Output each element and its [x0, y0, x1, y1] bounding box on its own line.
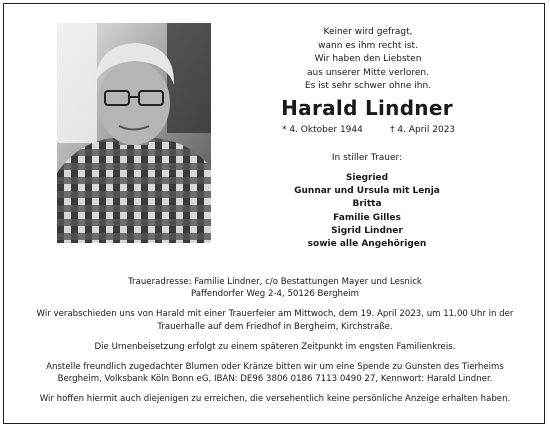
portrait-image [57, 23, 211, 243]
mourner: Sigrid Lindner [331, 225, 403, 236]
address-line: Paffendorfer Weg 2-4, 50126 Bergheim [190, 289, 360, 300]
mourners-list [262, 172, 472, 251]
mourning-label: In stiller Trauer: [331, 153, 403, 163]
mourner: Familie Gilles [333, 212, 401, 223]
mourner: sowie alle Angehörigen [307, 239, 427, 250]
address-line: Traueradresse: Familie Lindner, c/o Bestattungen Mayer und Lesnick [128, 277, 422, 287]
poem-line: Keiner wird gefragt, [323, 27, 413, 37]
poem-line: wann es ihm recht ist. [318, 40, 418, 51]
portrait-photo [57, 23, 211, 243]
mourner: Siegried [345, 173, 389, 183]
closing-line: Wir hoffen hiermit auch diejenigen zu erreichen, die versehentlich keine persönliche Anzeige erhalten haben. [39, 394, 511, 405]
deceased-name: Harald Lindner [281, 96, 453, 120]
mourner: Britta [352, 199, 382, 210]
farewell-line: Wir verabschieden uns von Harald mit einer Trauerfeier am Mittwoch, dem 19. April 2023, um 11.00 Uhr in der [36, 309, 514, 320]
poem [268, 26, 468, 94]
notice-text [25, 276, 525, 406]
donation-line: Bergheim, Volksbank Köln Bonn eG, IBAN: DE96 3806 0186 7113 0490 27, Kennwort: Harald Lindner. [57, 374, 493, 385]
poem-line: Es ist sehr schwer ohne ihn. [304, 81, 432, 92]
urn-burial-line: Die Urnenbeisetzung erfolgt zu einem späteren Zeitpunkt im engsten Familienkreis. [94, 341, 456, 352]
birth-date: * 4. Oktober 1944 [282, 125, 363, 135]
poem-line: aus unserer Mitte verloren. [307, 67, 429, 78]
poem-line: Wir haben den Liebsten [314, 54, 422, 65]
death-date: † 4. April 2023 [390, 125, 456, 135]
mourner: Gunnar und Ursula mit Lenja [294, 186, 440, 197]
farewell-line: Trauerhalle auf dem Friedhof in Bergheim, Kirchstraße. [157, 321, 393, 332]
donation-line: Anstelle freundlich zugedachter Blumen oder Kränze bitten wir um eine Spende zu Gunsten des Tierheims [46, 362, 504, 373]
